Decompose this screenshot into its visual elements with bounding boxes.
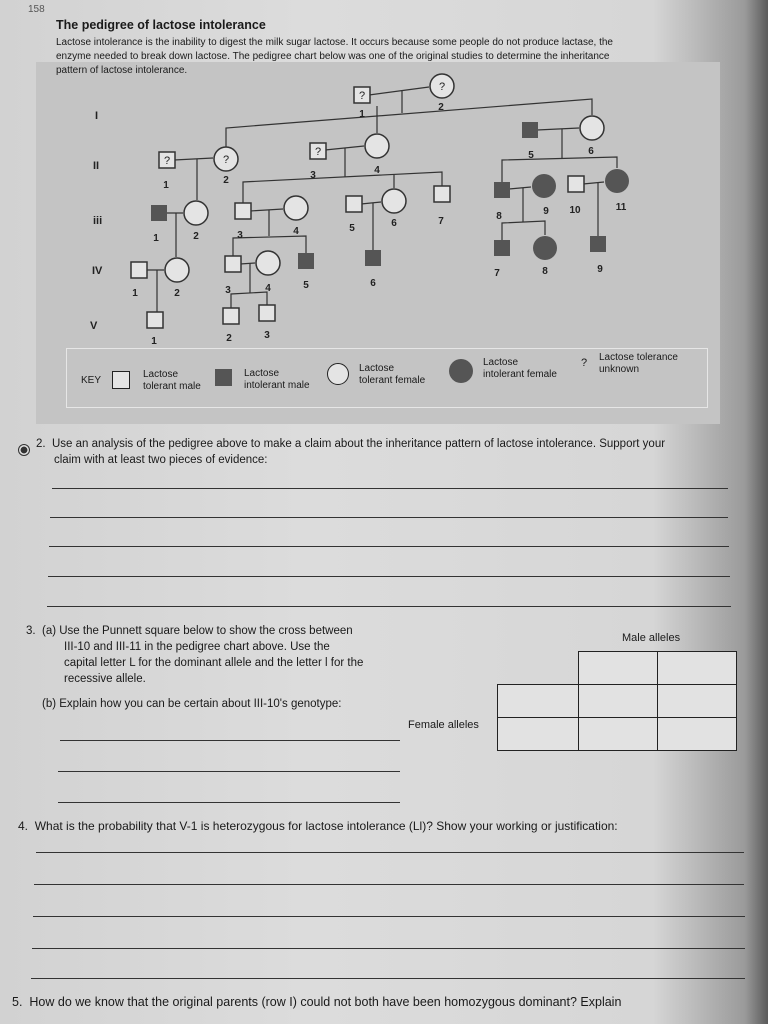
page-number: 158 (28, 4, 45, 15)
male-square-icon (494, 182, 510, 198)
question-marker-icon (18, 444, 30, 456)
individual-number: 11 (615, 202, 627, 213)
pedigree-individual-iv-5 (298, 253, 314, 291)
unknown-mark: ? (438, 81, 446, 93)
answer-line-q2[interactable] (48, 576, 730, 577)
individual-number: 1 (132, 288, 138, 299)
punnett-cell[interactable] (657, 684, 737, 718)
male-square-icon (434, 186, 450, 202)
individual-number: 2 (193, 231, 199, 242)
punnett-female-allele-1[interactable] (497, 684, 579, 718)
female-circle-icon (184, 201, 208, 225)
pedigree-individual-iv-8 (533, 236, 557, 277)
individual-number: 4 (374, 165, 380, 176)
unknown-mark: ? (222, 154, 230, 166)
female-circle-icon (382, 189, 406, 213)
pedigree-individual-iii-8 (494, 182, 510, 222)
individual-number: 6 (588, 146, 594, 157)
pedigree-individual-iii-3 (235, 203, 251, 241)
answer-line-q3b[interactable] (58, 802, 400, 803)
intro-line: pattern of lactose intolerance. (56, 65, 188, 76)
pedigree-individual-ii-4 (365, 134, 389, 176)
female-circle-icon (284, 196, 308, 220)
unknown-mark: ? (358, 90, 366, 102)
individual-number: 1 (151, 336, 157, 347)
intolerant-male-symbol-icon (215, 369, 232, 386)
question-5: 5. How do we know that the original parents (row I) could not both have been homozygous dominant? Explain (12, 995, 622, 1009)
pedigree-chart (0, 0, 768, 350)
section-title: The pedigree of lactose intolerance (56, 18, 266, 32)
individual-number: 4 (265, 283, 271, 294)
pedigree-individual-ii-5 (522, 122, 538, 161)
answer-line-q4[interactable] (33, 916, 745, 917)
answer-line-q4[interactable] (36, 852, 744, 853)
pedigree-individual-iv-7 (494, 240, 510, 279)
male-square-icon (225, 256, 241, 272)
punnett-male-allele-2[interactable] (657, 651, 737, 685)
tolerant-female-symbol-icon (327, 363, 349, 385)
individual-number: 2 (174, 288, 180, 299)
male-square-icon (365, 250, 381, 266)
punnett-male-allele-1[interactable] (578, 651, 658, 685)
key-intolerant-female: Lactose intolerant female (483, 357, 557, 380)
male-square-icon (590, 236, 606, 252)
female-circle-icon (256, 251, 280, 275)
unknown-symbol-icon: ? (581, 357, 588, 369)
generation-label: I (95, 110, 99, 122)
pedigree-individual-iv-9 (590, 236, 606, 275)
individual-number: 2 (438, 102, 444, 113)
female-circle-icon (533, 236, 557, 260)
male-square-icon (568, 176, 584, 192)
male-square-icon (235, 203, 251, 219)
pedigree-individual-ii-2 (214, 147, 238, 186)
pedigree-individual-v-3 (259, 305, 275, 341)
individual-number: 1 (359, 109, 365, 120)
question-3a: 3. (a) Use the Punnett square below to show the cross between III-10 and III-11 in the pedigree chart above. Use the capital letter L for the dominant allele and the letter l for the recessive allele. (26, 625, 364, 685)
unknown-mark: ? (163, 155, 171, 167)
answer-line-q2[interactable] (47, 606, 731, 607)
individual-number: 5 (349, 223, 355, 234)
pedigree-individual-iv-6 (365, 250, 381, 289)
female-circle-icon (532, 174, 556, 198)
pedigree-individual-iv-3 (225, 256, 241, 296)
pedigree-individual-iv-2 (165, 258, 189, 299)
answer-line-q3b[interactable] (60, 740, 400, 741)
pedigree-individual-i-2 (430, 74, 454, 113)
pedigree-individual-iv-4 (256, 251, 280, 294)
key-unknown: Lactose tolerance unknown (599, 352, 678, 375)
pedigree-individual-v-1 (147, 312, 163, 347)
pedigree-individual-iii-2 (184, 201, 208, 242)
intro-line: enzyme needed to break down lactose. The pedigree chart below was one of the original studies to determine the inheritance (56, 51, 610, 62)
punnett-cell[interactable] (578, 684, 658, 718)
male-square-icon (346, 196, 362, 212)
intolerant-female-symbol-icon (449, 359, 473, 383)
pedigree-individual-iii-11 (605, 169, 629, 213)
pedigree-individual-iii-5 (346, 196, 362, 234)
answer-line-q2[interactable] (50, 517, 728, 518)
individual-number: 3 (264, 330, 270, 341)
punnett-cell[interactable] (578, 717, 658, 751)
answer-line-q4[interactable] (31, 978, 745, 979)
pedigree-individual-ii-1 (159, 152, 175, 191)
male-square-icon (147, 312, 163, 328)
individual-number: 1 (153, 233, 159, 244)
individual-number: 5 (303, 280, 309, 291)
individual-number: 8 (496, 211, 502, 222)
key-tolerant-male: Lactose tolerant male (143, 369, 201, 392)
individual-number: 1 (163, 180, 169, 191)
question-4: 4. What is the probability that V-1 is heterozygous for lactose intolerance (Ll)? Show your working or justification: (18, 819, 618, 833)
unknown-mark: ? (314, 146, 322, 158)
individual-number: 7 (494, 268, 500, 279)
question-2: 2. Use an analysis of the pedigree above to make a claim about the inheritance pattern of lactose intolerance. Support your claim with at least two pieces of evidence: (36, 438, 666, 466)
female-alleles-label: Female alleles (408, 719, 479, 731)
answer-line-q4[interactable] (32, 948, 745, 949)
individual-number: 6 (391, 218, 397, 229)
pedigree-individual-iii-9 (532, 174, 556, 217)
punnett-cell[interactable] (657, 717, 737, 751)
answer-line-q4[interactable] (34, 884, 744, 885)
female-circle-icon (605, 169, 629, 193)
female-circle-icon (165, 258, 189, 282)
pedigree-individual-iv-1 (131, 262, 147, 299)
pedigree-individual-ii-6 (580, 116, 604, 157)
generation-labels (90, 110, 103, 332)
female-circle-icon (365, 134, 389, 158)
key-intolerant-male: Lactose intolerant male (244, 368, 310, 391)
punnett-female-allele-2[interactable] (497, 717, 579, 751)
pedigree-individual-iii-1 (151, 205, 167, 244)
individual-number: 7 (438, 216, 444, 227)
pedigree-individual-iii-10 (568, 176, 584, 216)
male-square-icon (151, 205, 167, 221)
individual-number: 6 (370, 278, 376, 289)
pedigree-individual-iii-6 (382, 189, 406, 229)
individual-number: 4 (293, 226, 299, 237)
pedigree-individual-v-2 (223, 308, 239, 344)
answer-line-q2[interactable] (52, 488, 728, 489)
pedigree-individual-iii-7 (434, 186, 450, 227)
individual-number: 9 (597, 264, 603, 275)
intro-line: Lactose intolerance is the inability to digest the milk sugar lactose. It occurs because some people do not produce lactase, the (56, 37, 613, 48)
individual-number: 3 (310, 170, 316, 181)
key-label: KEY (81, 375, 102, 386)
question-3b: (b) Explain how you can be certain about III-10's genotype: (42, 698, 342, 710)
individual-number: 8 (542, 266, 548, 277)
pedigree-key (66, 348, 708, 408)
male-alleles-label: Male alleles (622, 632, 681, 644)
individual-number: 9 (543, 206, 549, 217)
individual-number: 2 (223, 175, 229, 186)
male-square-icon (223, 308, 239, 324)
male-square-icon (298, 253, 314, 269)
answer-line-q2[interactable] (49, 546, 729, 547)
male-square-icon (494, 240, 510, 256)
pedigree-individual-ii-3 (310, 143, 326, 181)
male-square-icon (131, 262, 147, 278)
pedigree-individual-iii-4 (284, 196, 308, 237)
individual-number: 5 (528, 150, 534, 161)
answer-line-q3b[interactable] (58, 771, 400, 772)
pedigree-individual-i-1 (354, 87, 370, 120)
individual-number: 2 (226, 333, 232, 344)
individual-number: 3 (225, 285, 231, 296)
female-circle-icon (580, 116, 604, 140)
key-tolerant-female: Lactose tolerant female (359, 363, 426, 386)
generation-label: iii (93, 215, 103, 227)
tolerant-male-symbol-icon (112, 371, 130, 389)
male-square-icon (259, 305, 275, 321)
generation-label: IV (92, 265, 103, 277)
individual-number: 10 (569, 205, 581, 216)
male-square-icon (522, 122, 538, 138)
individual-number: 3 (237, 230, 243, 241)
generation-label: II (93, 160, 100, 172)
generation-label: V (90, 320, 98, 332)
